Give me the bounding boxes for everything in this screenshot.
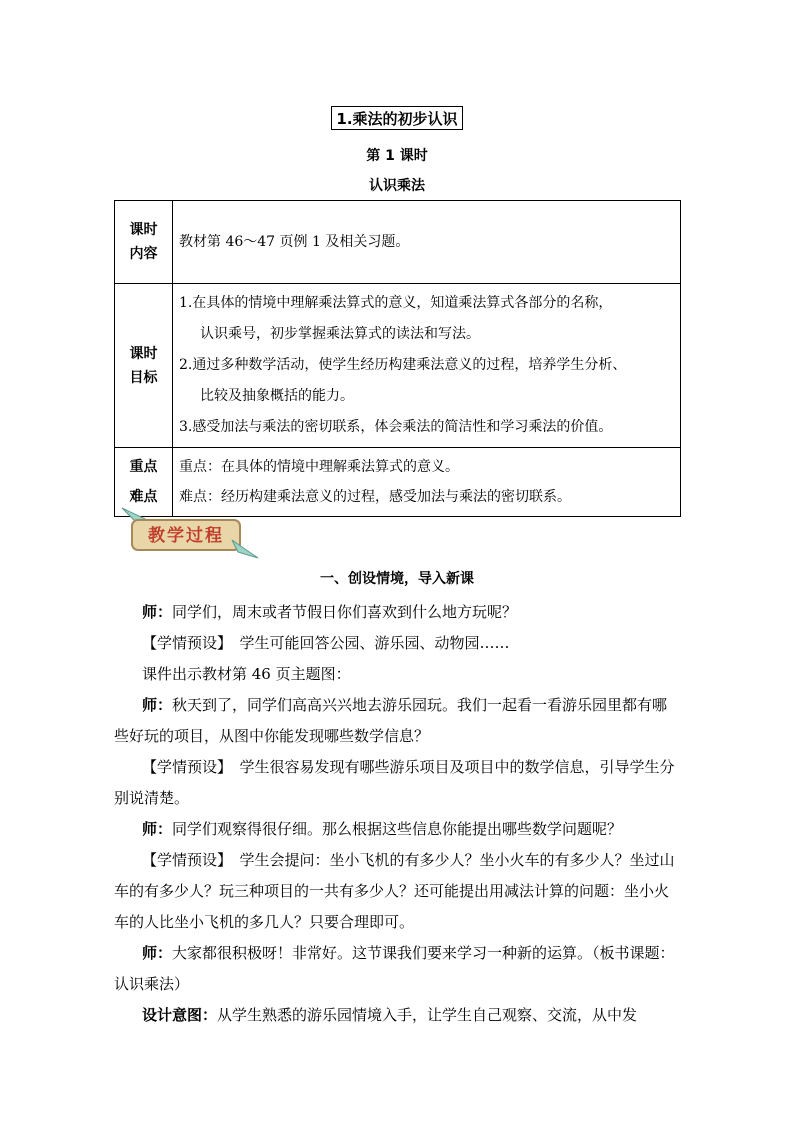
paragraph [114, 628, 679, 659]
goal-item: 2.通过多种数学活动，使学生经历构建乘法意义的过程，培养学生分析、 [179, 357, 627, 373]
row-content [115, 201, 681, 284]
goal-item-cont: 认识乘号，初步掌握乘法算式的读法和写法。 [200, 326, 480, 342]
key-point: 重点：在具体的情境中理解乘法算式的意义。 [179, 459, 459, 475]
label-line: 目标 [129, 369, 158, 386]
lesson-plan-table [114, 200, 681, 517]
speaker: 师： [142, 820, 173, 838]
label-line: 内容 [129, 246, 158, 262]
goals-text [173, 284, 681, 448]
speaker: 【学情预设】 [142, 758, 225, 776]
speaker: 设计意图： [142, 1006, 218, 1024]
chapter-title: 1.乘法的初步认识 [331, 106, 463, 130]
paragraph-text: 从学生熟悉的游乐园情境入手，让学生自己观察、交流，从中发 [217, 1006, 638, 1024]
paragraph [114, 659, 679, 690]
label-line: 难点 [129, 489, 158, 505]
speaker: 师： [142, 944, 173, 962]
goal-item: 1.在具体的情境中理解乘法算式的意义，知道乘法算式各部分的名称， [179, 295, 613, 311]
paragraph-text: 课件出示教材第 46 页主题图： [142, 665, 351, 683]
paragraph-text: 秋天到了，同学们高高兴兴地去游乐园玩。我们一起看一看游乐园里都有哪些好玩的项目，从图中你能发现哪些数学信息？ [114, 696, 668, 745]
goal-item-cont: 比较及抽象概括的能力。 [200, 388, 354, 404]
paragraph [114, 597, 679, 628]
goal-item: 3.感受加法与乘法的密切联系，体会乘法的简洁性和学习乘法的价值。 [179, 419, 613, 435]
section-title: 一、创设情境，导入新课 [320, 571, 474, 587]
paragraph-text: 学生很容易发现有哪些游乐项目及项目中的数学信息，引导学生分别说清楚。 [114, 758, 675, 807]
paragraph [114, 690, 679, 752]
label-line: 重点 [129, 459, 158, 475]
label-line: 课时 [129, 345, 158, 362]
paragraph [114, 845, 679, 938]
label-line: 课时 [129, 222, 158, 238]
badge-label: 教学过程 [148, 526, 224, 546]
lesson-topic: 认识乘法 [369, 178, 425, 194]
paragraph [114, 938, 679, 1000]
speaker: 师： [142, 696, 173, 714]
paragraph-text: 大家都很积极呀！非常好。这节课我们要来学习一种新的运算。（板书课题：认识乘法） [114, 944, 675, 993]
speaker: 【学情预设】 [142, 851, 225, 869]
row-goals [115, 284, 681, 448]
paragraph [114, 814, 679, 845]
paragraph-text: 同学们观察得很仔细。那么根据这些信息你能提出哪些数学问题呢？ [172, 820, 623, 838]
paragraph [114, 1000, 679, 1031]
speaker: 【学情预设】 [142, 634, 225, 652]
paragraph [114, 752, 679, 814]
teaching-process-badge [120, 506, 260, 562]
content-text: 教材第 46～47 页例 1 及相关习题。 [173, 201, 681, 284]
label-content [115, 201, 173, 284]
paragraph-text: 学生会提问：坐小飞机的有多少人？坐小火车的有多少人？坐过山车的有多少人？玩三种项目的一共有多少人？还可能提出用减法计算的问题：坐小火车的人比坐小飞机的多几人？只要合理即可。 [114, 851, 675, 931]
label-goals [115, 284, 173, 448]
paragraph-text: 学生可能回答公园、游乐园、动物园…… [224, 634, 510, 652]
difficulty-point: 难点：经历构建乘法意义的过程，感受加法与乘法的密切联系。 [179, 489, 571, 505]
speaker: 师： [142, 603, 173, 621]
lesson-number: 第 1 课时 [366, 148, 428, 164]
paragraph-text: 同学们，周末或者节假日你们喜欢到什么地方玩呢？ [172, 603, 518, 621]
